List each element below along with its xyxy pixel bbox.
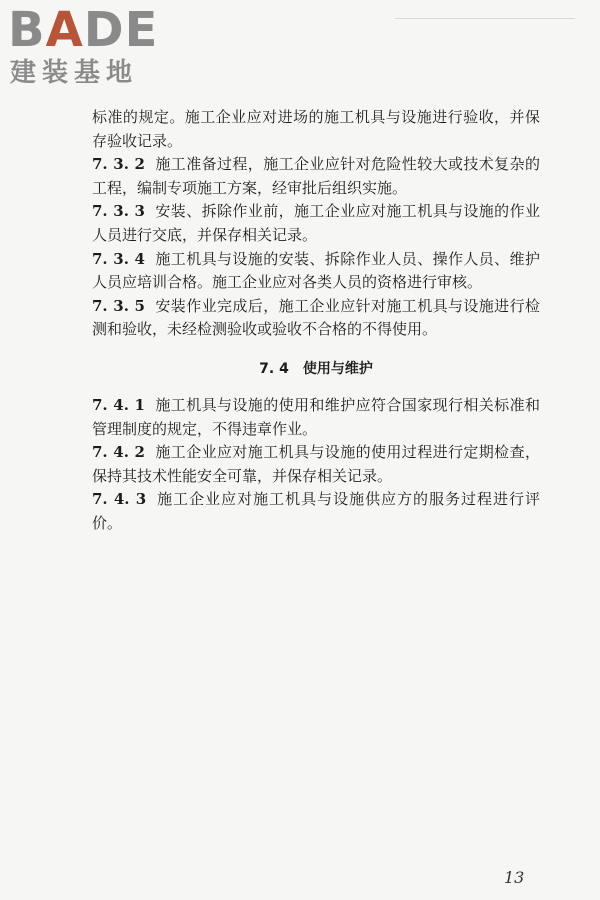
section-number: 7. 4 — [259, 360, 289, 377]
section-heading — [92, 358, 540, 380]
clause-text: 施工机具与设施的使用和维护应符合国家现行相关标准和管理制度的规定，不得违章作业。 — [92, 395, 540, 438]
paragraph-text: 标准的规定。施工企业应对进场的施工机具与设施进行验收，并保存验收记录。 — [92, 108, 540, 150]
page-number: 13 — [504, 868, 525, 887]
clause-number: 7. 3. 2 — [92, 155, 145, 174]
clause-number: 7. 3. 3 — [92, 202, 145, 221]
clause-7-3-4 — [92, 248, 540, 295]
clause-number: 7. 4. 2 — [92, 443, 145, 462]
logo-subtitle: 建装基地 — [10, 58, 139, 88]
section-title-text: 使用与维护 — [302, 360, 373, 377]
page-content — [92, 106, 540, 536]
clause-7-3-5 — [92, 295, 540, 342]
clause-7-3-2 — [92, 153, 540, 200]
bade-logo — [8, 4, 178, 96]
clause-text: 施工企业应对施工机具与设施的使用过程进行定期检查，保持其技术性能安全可靠，并保存相关记录。 — [92, 443, 540, 485]
clause-text: 施工准备过程，施工企业应针对危险性较大或技术复杂的工程，编制专项施工方案，经审批后组织实施。 — [92, 155, 540, 197]
clause-text: 安装、拆除作业前，施工企业应对施工机具与设施的作业人员进行交底，并保存相关记录。 — [92, 202, 540, 244]
paragraph-continued — [92, 106, 540, 153]
clause-7-4-3 — [92, 488, 540, 535]
clause-7-4-2 — [92, 441, 540, 488]
clause-number: 7. 4. 3 — [92, 490, 147, 509]
clause-7-4-1 — [92, 394, 540, 441]
clause-text: 施工企业应对施工机具与设施供应方的服务过程进行评价。 — [92, 490, 540, 532]
clause-number: 7. 3. 4 — [92, 249, 145, 268]
clause-number: 7. 3. 5 — [92, 296, 145, 315]
clause-7-3-3 — [92, 200, 540, 247]
clause-text: 安装作业完成后，施工企业应针对施工机具与设施进行检测和验收，未经检测验收或验收不合格的不得使用。 — [92, 296, 540, 339]
clause-text: 施工机具与设施的安装、拆除作业人员、操作人员、维护人员应培训合格。施工企业应对各类人员的资格进行审核。 — [92, 249, 540, 292]
logo-letter-b: B — [8, 2, 46, 58]
logo-letter-a-accent: A — [45, 2, 84, 58]
logo-letters-de: DE — [83, 2, 159, 58]
clause-number: 7. 4. 1 — [92, 395, 145, 414]
header-rule — [395, 18, 575, 19]
logo-wordmark — [8, 4, 178, 56]
